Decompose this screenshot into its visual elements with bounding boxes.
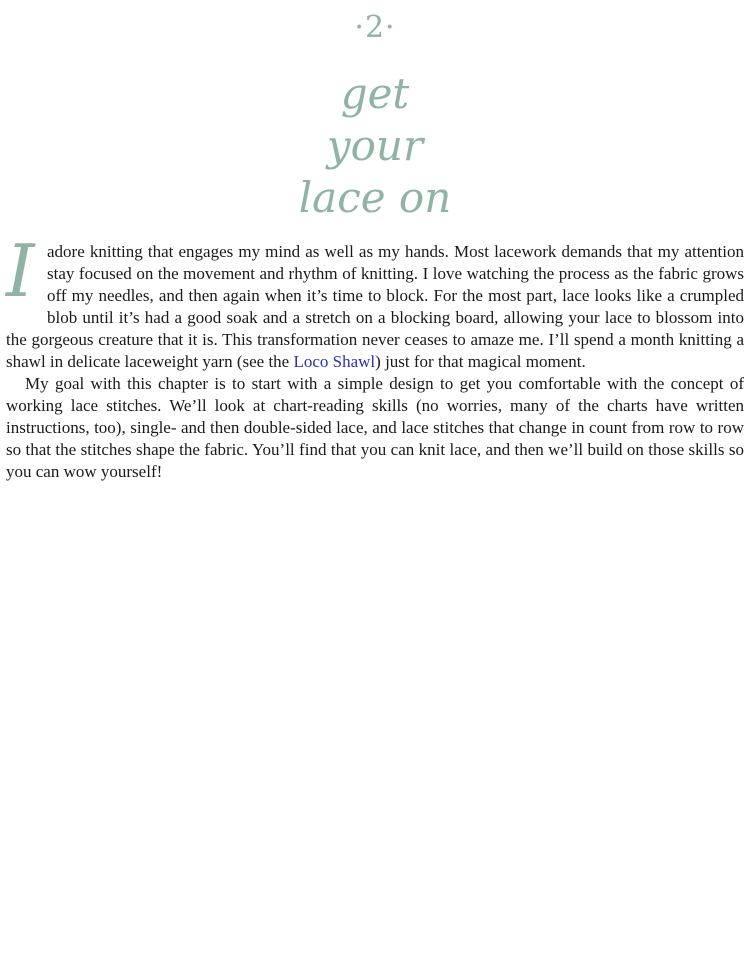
loco-shawl-link[interactable]: Loco Shawl bbox=[293, 352, 376, 371]
chapter-title-line-3: lace on bbox=[298, 173, 452, 222]
drop-cap: I bbox=[6, 229, 35, 313]
paragraph-1-text-b: ) just for that magical moment. bbox=[375, 352, 586, 371]
body-text bbox=[6, 229, 744, 483]
chapter-number: ·2· bbox=[354, 10, 396, 45]
chapter-title-line-1: get bbox=[340, 69, 410, 118]
chapter-title-line-2: your bbox=[326, 121, 424, 170]
paragraph-1-text-a: adore knitting that engages my mind as well as my hands. Most lacework demands that my attention stay focused on the movement and rhythm of knitting. I love watching the process as the fabric grows off my needles, and then again when it’s time to block. For the most part, lace looks like a crumpled blob until it’s had a good soak and a stretch on a blocking board, allowing your lace to blossom into the gorgeous creature that it is. This transformation never ceases to amaze me. I’ll spend a month knitting a shawl in delicate laceweight yarn (see the bbox=[6, 242, 744, 371]
chapter-title bbox=[0, 68, 750, 224]
paragraph-1 bbox=[6, 229, 744, 373]
paragraph-2: My goal with this chapter is to start with a simple design to get you comfortable with the concept of working lace stitches. We’ll look at chart-reading skills (no worries, many of the charts have written instructions, too), single- and then double-sided lace, and lace stitches that change in count from row to row so that the stitches shape the fabric. You’ll find that you can knit lace, and then we’ll build on those skills so you can wow yourself! bbox=[6, 374, 744, 481]
